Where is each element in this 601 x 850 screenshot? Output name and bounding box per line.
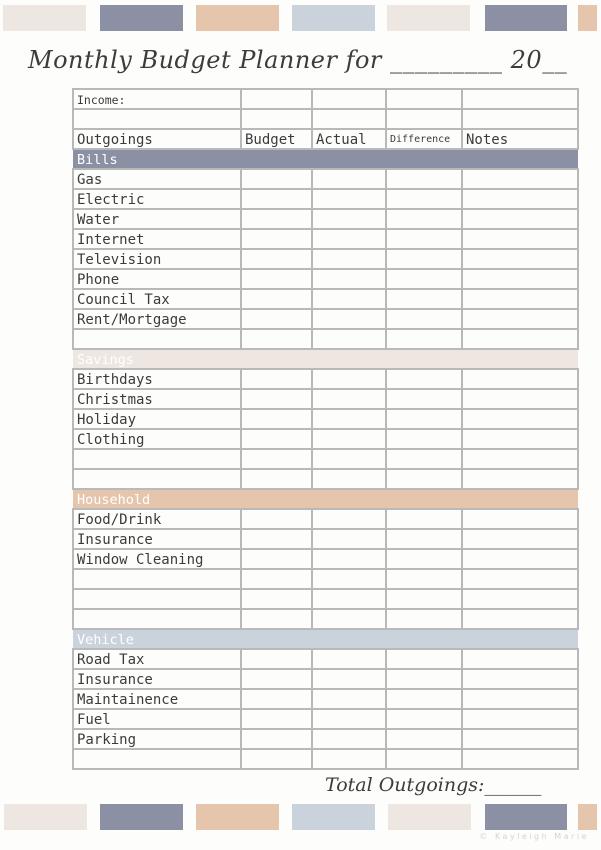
blank-label-cell[interactable] <box>73 569 241 589</box>
top-color-band <box>0 5 601 31</box>
budget-cell[interactable] <box>241 449 312 469</box>
difference-cell[interactable] <box>386 569 462 589</box>
income-actual-cell[interactable] <box>312 89 386 109</box>
color-swatch <box>196 5 279 31</box>
table-row <box>73 289 578 309</box>
notes-cell[interactable] <box>462 509 578 529</box>
budget-cell[interactable] <box>241 429 312 449</box>
notes-cell[interactable] <box>462 429 578 449</box>
notes-cell[interactable] <box>462 469 578 489</box>
budget-cell[interactable] <box>241 249 312 269</box>
budget-cell[interactable] <box>241 469 312 489</box>
notes-cell[interactable] <box>462 589 578 609</box>
difference-cell[interactable] <box>386 609 462 629</box>
actual-cell[interactable] <box>312 509 386 529</box>
row-label: Window Cleaning <box>73 549 241 569</box>
difference-cell[interactable] <box>386 529 462 549</box>
blank-label-cell[interactable] <box>73 749 241 769</box>
actual-cell[interactable] <box>312 449 386 469</box>
budget-cell[interactable] <box>241 329 312 349</box>
notes-cell[interactable] <box>462 329 578 349</box>
budget-cell[interactable] <box>241 609 312 629</box>
color-swatch <box>578 804 597 830</box>
section-header-vehicle <box>73 629 578 649</box>
difference-cell[interactable] <box>386 729 462 749</box>
color-swatch <box>485 804 567 830</box>
color-swatch <box>388 804 471 830</box>
actual-cell[interactable] <box>312 389 386 409</box>
notes-cell[interactable] <box>462 749 578 769</box>
income-entry-cell[interactable] <box>241 109 312 129</box>
notes-cell[interactable] <box>462 569 578 589</box>
blank-label-cell[interactable] <box>73 589 241 609</box>
notes-cell[interactable] <box>462 729 578 749</box>
row-label: Parking <box>73 729 241 749</box>
difference-cell[interactable] <box>386 269 462 289</box>
actual-cell[interactable] <box>312 549 386 569</box>
income-difference-cell[interactable] <box>386 89 462 109</box>
income-entry-cell[interactable] <box>386 109 462 129</box>
actual-cell[interactable] <box>312 429 386 449</box>
row-label: Holiday <box>73 409 241 429</box>
notes-cell[interactable] <box>462 689 578 709</box>
actual-cell[interactable] <box>312 229 386 249</box>
difference-cell[interactable] <box>386 689 462 709</box>
table-row <box>73 689 578 709</box>
difference-cell[interactable] <box>386 229 462 249</box>
row-label: Clothing <box>73 429 241 449</box>
bottom-color-band <box>0 804 601 830</box>
budget-cell[interactable] <box>241 709 312 729</box>
budget-cell[interactable] <box>241 549 312 569</box>
income-entry-cell[interactable] <box>312 109 386 129</box>
budget-cell[interactable] <box>241 749 312 769</box>
notes-cell[interactable] <box>462 549 578 569</box>
income-notes-cell[interactable] <box>462 89 578 109</box>
actual-cell[interactable] <box>312 669 386 689</box>
notes-cell[interactable] <box>462 209 578 229</box>
difference-cell[interactable] <box>386 449 462 469</box>
difference-cell[interactable] <box>386 669 462 689</box>
column-header-outgoings: Outgoings <box>73 129 241 149</box>
color-swatch <box>485 5 567 31</box>
row-label: Council Tax <box>73 289 241 309</box>
blank-label-cell[interactable] <box>73 469 241 489</box>
difference-cell[interactable] <box>386 649 462 669</box>
budget-cell[interactable] <box>241 369 312 389</box>
notes-cell[interactable] <box>462 709 578 729</box>
actual-cell[interactable] <box>312 569 386 589</box>
difference-cell[interactable] <box>386 389 462 409</box>
difference-cell[interactable] <box>386 369 462 389</box>
table-row <box>73 749 578 769</box>
color-swatch <box>292 5 375 31</box>
difference-cell[interactable] <box>386 429 462 449</box>
budget-cell[interactable] <box>241 289 312 309</box>
budget-cell[interactable] <box>241 529 312 549</box>
column-header-budget: Budget <box>241 129 312 149</box>
row-label: Television <box>73 249 241 269</box>
actual-cell[interactable] <box>312 249 386 269</box>
row-label: Gas <box>73 169 241 189</box>
actual-cell[interactable] <box>312 609 386 629</box>
difference-cell[interactable] <box>386 309 462 329</box>
actual-cell[interactable] <box>312 729 386 749</box>
budget-cell[interactable] <box>241 689 312 709</box>
color-swatch <box>100 5 183 31</box>
table-row <box>73 509 578 529</box>
actual-cell[interactable] <box>312 409 386 429</box>
color-swatch <box>292 804 375 830</box>
section-title: Vehicle <box>73 629 578 649</box>
row-label: Rent/Mortgage <box>73 309 241 329</box>
actual-cell[interactable] <box>312 649 386 669</box>
row-label: Fuel <box>73 709 241 729</box>
budget-table <box>72 88 579 770</box>
column-header-actual: Actual <box>312 129 386 149</box>
difference-cell[interactable] <box>386 469 462 489</box>
row-label: Phone <box>73 269 241 289</box>
difference-cell[interactable] <box>386 549 462 569</box>
color-swatch <box>578 5 597 31</box>
budget-cell[interactable] <box>241 669 312 689</box>
row-label: Food/Drink <box>73 509 241 529</box>
income-entry-cell[interactable] <box>462 109 578 129</box>
difference-cell[interactable] <box>386 329 462 349</box>
actual-cell[interactable] <box>312 369 386 389</box>
table-row <box>73 429 578 449</box>
notes-cell[interactable] <box>462 669 578 689</box>
budget-cell[interactable] <box>241 169 312 189</box>
section-title: Bills <box>73 149 578 169</box>
row-label: Internet <box>73 229 241 249</box>
notes-cell[interactable] <box>462 389 578 409</box>
table-row <box>73 449 578 469</box>
section-header-bills <box>73 149 578 169</box>
actual-cell[interactable] <box>312 289 386 309</box>
table-row <box>73 469 578 489</box>
notes-cell[interactable] <box>462 229 578 249</box>
color-swatch <box>4 804 87 830</box>
table-row <box>73 269 578 289</box>
budget-cell[interactable] <box>241 309 312 329</box>
copyright-text: © Kayleigh Marie <box>479 832 589 841</box>
difference-cell[interactable] <box>386 709 462 729</box>
budget-cell[interactable] <box>241 269 312 289</box>
difference-cell[interactable] <box>386 409 462 429</box>
income-budget-cell[interactable] <box>241 89 312 109</box>
budget-cell[interactable] <box>241 569 312 589</box>
table-row <box>73 229 578 249</box>
color-swatch <box>196 804 279 830</box>
notes-cell[interactable] <box>462 449 578 469</box>
table-row <box>73 309 578 329</box>
row-label: Birthdays <box>73 369 241 389</box>
row-label: Water <box>73 209 241 229</box>
difference-cell[interactable] <box>386 589 462 609</box>
budget-cell[interactable] <box>241 209 312 229</box>
income-blank-row <box>73 109 578 129</box>
row-label: Insurance <box>73 529 241 549</box>
notes-cell[interactable] <box>462 529 578 549</box>
difference-cell[interactable] <box>386 249 462 269</box>
table-row <box>73 649 578 669</box>
difference-cell[interactable] <box>386 749 462 769</box>
actual-cell[interactable] <box>312 689 386 709</box>
column-header-difference: Difference <box>386 129 462 149</box>
actual-cell[interactable] <box>312 309 386 329</box>
budget-cell[interactable] <box>241 189 312 209</box>
difference-cell[interactable] <box>386 209 462 229</box>
table-row <box>73 529 578 549</box>
table-row <box>73 249 578 269</box>
notes-cell[interactable] <box>462 649 578 669</box>
table-row <box>73 709 578 729</box>
actual-cell[interactable] <box>312 209 386 229</box>
budget-cell[interactable] <box>241 389 312 409</box>
difference-cell[interactable] <box>386 289 462 309</box>
actual-cell[interactable] <box>312 749 386 769</box>
income-label: Income: <box>73 89 241 109</box>
table-row <box>73 329 578 349</box>
actual-cell[interactable] <box>312 709 386 729</box>
blank-label-cell[interactable] <box>73 609 241 629</box>
section-header-savings <box>73 349 578 369</box>
row-label: Maintainence <box>73 689 241 709</box>
table-row <box>73 729 578 749</box>
notes-cell[interactable] <box>462 189 578 209</box>
section-title: Savings <box>73 349 578 369</box>
section-title: Household <box>73 489 578 509</box>
table-row <box>73 549 578 569</box>
table-row <box>73 169 578 189</box>
section-header-household <box>73 489 578 509</box>
budget-cell[interactable] <box>241 509 312 529</box>
table-row <box>73 369 578 389</box>
notes-cell[interactable] <box>462 269 578 289</box>
budget-cell[interactable] <box>241 409 312 429</box>
row-label: Insurance <box>73 669 241 689</box>
actual-cell[interactable] <box>312 269 386 289</box>
notes-cell[interactable] <box>462 369 578 389</box>
color-swatch <box>100 804 183 830</box>
income-row <box>73 89 578 109</box>
table-row <box>73 389 578 409</box>
difference-cell[interactable] <box>386 169 462 189</box>
table-row <box>73 569 578 589</box>
notes-cell[interactable] <box>462 309 578 329</box>
budget-cell[interactable] <box>241 649 312 669</box>
actual-cell[interactable] <box>312 469 386 489</box>
column-header-row <box>73 129 578 149</box>
notes-cell[interactable] <box>462 609 578 629</box>
table-row <box>73 209 578 229</box>
table-row <box>73 669 578 689</box>
difference-cell[interactable] <box>386 189 462 209</box>
row-label: Christmas <box>73 389 241 409</box>
actual-cell[interactable] <box>312 189 386 209</box>
budget-cell[interactable] <box>241 229 312 249</box>
difference-cell[interactable] <box>386 509 462 529</box>
budget-cell[interactable] <box>241 729 312 749</box>
column-header-notes: Notes <box>462 129 578 149</box>
color-swatch <box>3 5 86 31</box>
blank-label-cell[interactable] <box>73 329 241 349</box>
row-label: Electric <box>73 189 241 209</box>
actual-cell[interactable] <box>312 529 386 549</box>
table-row <box>73 589 578 609</box>
blank-label-cell[interactable] <box>73 449 241 469</box>
row-label: Road Tax <box>73 649 241 669</box>
notes-cell[interactable] <box>462 409 578 429</box>
actual-cell[interactable] <box>312 329 386 349</box>
budget-cell[interactable] <box>241 589 312 609</box>
table-row <box>73 609 578 629</box>
table-row <box>73 189 578 209</box>
income-entry-cell[interactable] <box>73 109 241 129</box>
table-row <box>73 409 578 429</box>
actual-cell[interactable] <box>312 169 386 189</box>
notes-cell[interactable] <box>462 289 578 309</box>
actual-cell[interactable] <box>312 589 386 609</box>
notes-cell[interactable] <box>462 249 578 269</box>
color-swatch <box>387 5 470 31</box>
page-title: Monthly Budget Planner for _________ 20__ <box>28 46 568 74</box>
notes-cell[interactable] <box>462 169 578 189</box>
total-outgoings-label: Total Outgoings:______ <box>325 774 542 796</box>
